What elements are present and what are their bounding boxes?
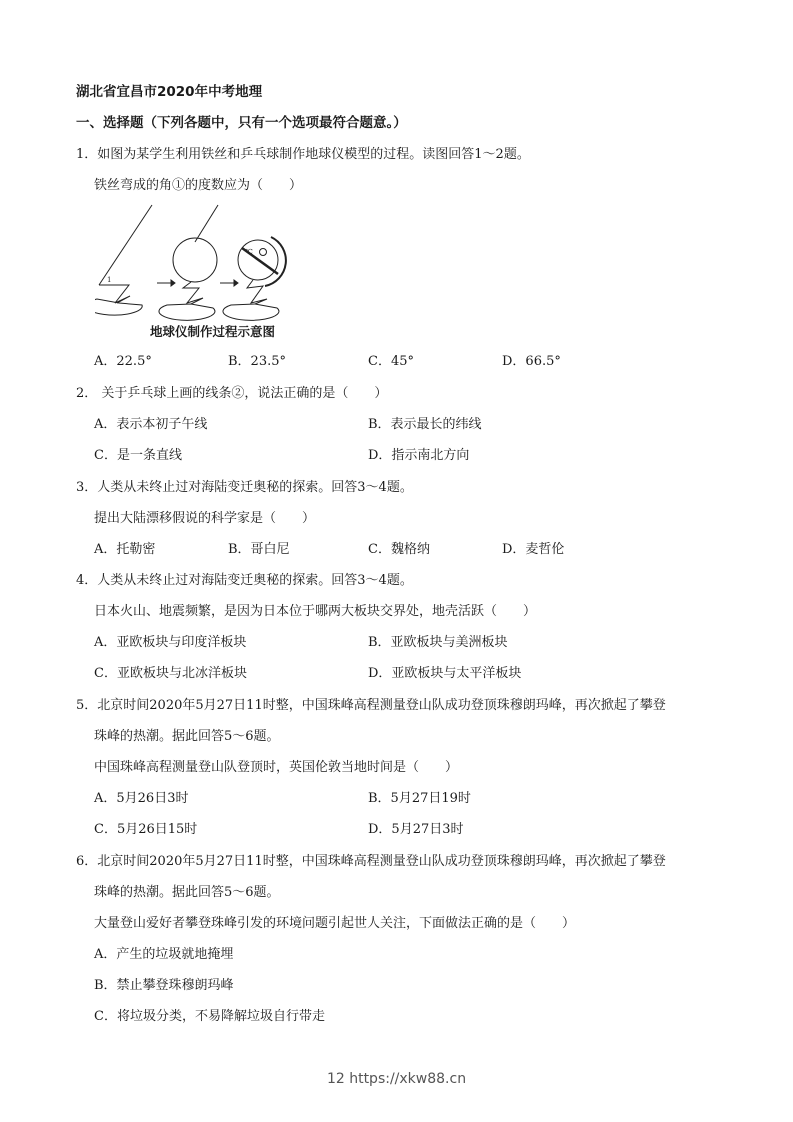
question-5-prompt: 中国珠峰高程测量登山队登顶时，英国伦敦当地时间是（ ） [94,760,459,775]
q3-option-c[interactable]: C．魏格纳 [368,542,430,557]
question-2-stem: 2． 关于乒乓球上画的线条②，说法正确的是（ ） [76,386,388,401]
q4-option-b[interactable]: B．亚欧板块与美洲板块 [368,635,508,650]
question-4-stem: 4．人类从未终止过对海陆变迁奥秘的探索。回答3～4题。 [76,573,413,588]
q2-option-b[interactable]: B．表示最长的纬线 [368,417,482,432]
question-number: 2． [76,386,98,401]
q2-option-c[interactable]: C．是一条直线 [94,448,182,463]
question-1-stem: 1．如图为某学生利用铁丝和乒乓球制作地球仪模型的过程。读图回答1～2题。 [76,147,530,162]
question-number: 5． [76,698,98,713]
q3-option-d[interactable]: D．麦哲伦 [502,542,565,557]
question-6-stem-cont: 珠峰的热潮。据此回答5～6题。 [94,885,280,900]
figure-caption: 地球仪制作过程示意图 [150,324,276,339]
section-heading: 一、选择题（下列各题中，只有一个选项最符合题意。） [76,115,407,131]
document-title: 湖北省宜昌市2020年中考地理 [76,84,263,100]
q5-option-c[interactable]: C．5月26日15时 [94,822,198,837]
question-number: 4． [76,573,98,588]
q6-option-c[interactable]: C．将垃圾分类，不易降解垃圾自行带走 [94,1009,325,1024]
q3-option-a[interactable]: A．托勒密 [94,542,156,557]
question-3-stem: 3．人类从未终止过对海陆变迁奥秘的探索。回答3～4题。 [76,480,413,495]
question-4-prompt: 日本火山、地震频繁，是因为日本位于哪两大板块交界处，地壳活跃（ ） [94,604,537,619]
svg-text:℃: ℃ [245,248,253,256]
q2-option-a[interactable]: A．表示本初子午线 [94,417,208,432]
q4-option-c[interactable]: C．亚欧板块与北冰洋板块 [94,666,247,681]
q6-option-a[interactable]: A．产生的垃圾就地掩埋 [94,947,234,962]
q1-option-d[interactable]: D．66.5° [502,354,561,369]
question-5-stem: 5．北京时间2020年5月27日11时整，中国珠峰高程测量登山队成功登顶珠穆朗玛峰，再次掀起了攀登 [76,698,666,713]
question-number: 1． [76,147,98,162]
page-footer: 12 https://xkw88.cn [326,1071,467,1087]
question-number: 6． [76,854,98,869]
q5-option-a[interactable]: A．5月26日3时 [94,791,189,806]
svg-text:1: 1 [107,276,112,284]
q1-option-c[interactable]: C．45° [368,354,414,369]
question-number: 3． [76,480,98,495]
question-6-prompt: 大量登山爱好者攀登珠峰引发的环境问题引起世人关注，下面做法正确的是（ ） [94,916,576,931]
question-1-prompt: 铁丝弯成的角①的度数应为（ ） [94,178,303,193]
q5-option-b[interactable]: B．5月27日19时 [368,791,471,806]
q1-option-b[interactable]: B．23.5° [228,354,286,369]
question-5-stem-cont: 珠峰的热潮。据此回答5～6题。 [94,729,280,744]
q5-option-d[interactable]: D．5月27日3时 [368,822,464,837]
q3-option-b[interactable]: B．哥白尼 [228,542,290,557]
q4-option-a[interactable]: A．亚欧板块与印度洋板块 [94,635,247,650]
question-6-stem: 6．北京时间2020年5月27日11时整，中国珠峰高程测量登山队成功登顶珠穆朗玛峰，再次掀起了攀登 [76,854,666,869]
q1-option-a[interactable]: A．22.5° [94,354,152,369]
q6-option-b[interactable]: B．禁止攀登珠穆朗玛峰 [94,978,234,993]
q4-option-d[interactable]: D．亚欧板块与太平洋板块 [368,666,522,681]
q2-option-d[interactable]: D．指示南北方向 [368,448,470,463]
question-3-prompt: 提出大陆漂移假说的科学家是（ ） [94,511,316,526]
